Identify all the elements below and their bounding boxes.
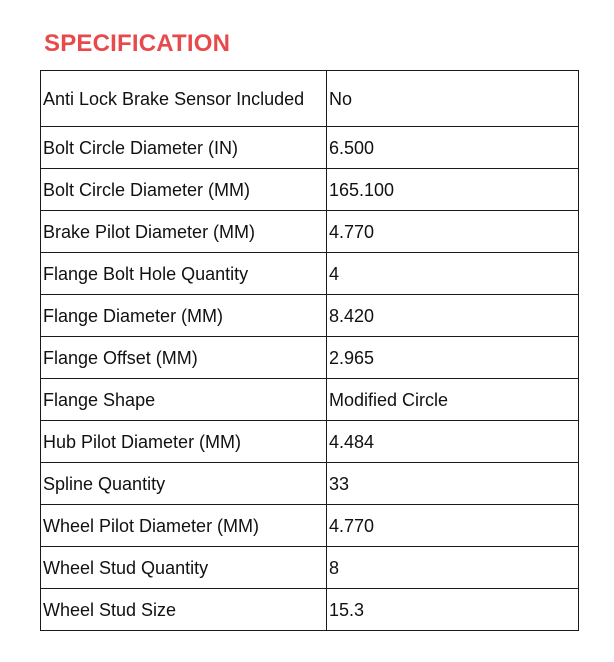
spec-value: 165.100 bbox=[327, 169, 579, 211]
table-row bbox=[41, 253, 579, 295]
specification-table bbox=[40, 70, 579, 631]
spec-label: Flange Diameter (MM) bbox=[41, 295, 327, 337]
spec-value: 8 bbox=[327, 547, 579, 589]
spec-value: 2.965 bbox=[327, 337, 579, 379]
table-row bbox=[41, 295, 579, 337]
specification-heading: SPECIFICATION bbox=[44, 30, 231, 57]
spec-label: Spline Quantity bbox=[41, 463, 327, 505]
spec-value: 4 bbox=[327, 253, 579, 295]
spec-label: Bolt Circle Diameter (MM) bbox=[41, 169, 327, 211]
spec-value: 33 bbox=[327, 463, 579, 505]
spec-value: 6.500 bbox=[327, 127, 579, 169]
spec-value: 15.3 bbox=[327, 589, 579, 631]
table-row bbox=[41, 169, 579, 211]
table-row bbox=[41, 421, 579, 463]
spec-label: Anti Lock Brake Sensor Included bbox=[41, 71, 327, 127]
spec-value: No bbox=[327, 71, 579, 127]
spec-value: Modified Circle bbox=[327, 379, 579, 421]
table-row bbox=[41, 505, 579, 547]
table-row bbox=[41, 463, 579, 505]
table-row bbox=[41, 127, 579, 169]
spec-value: 4.770 bbox=[327, 505, 579, 547]
spec-label: Flange Bolt Hole Quantity bbox=[41, 253, 327, 295]
spec-label: Flange Shape bbox=[41, 379, 327, 421]
spec-label: Wheel Pilot Diameter (MM) bbox=[41, 505, 327, 547]
spec-label: Hub Pilot Diameter (MM) bbox=[41, 421, 327, 463]
table-row bbox=[41, 337, 579, 379]
spec-label: Wheel Stud Size bbox=[41, 589, 327, 631]
spec-value: 4.770 bbox=[327, 211, 579, 253]
spec-label: Brake Pilot Diameter (MM) bbox=[41, 211, 327, 253]
spec-value: 4.484 bbox=[327, 421, 579, 463]
table-row bbox=[41, 547, 579, 589]
spec-label: Flange Offset (MM) bbox=[41, 337, 327, 379]
spec-label: Bolt Circle Diameter (IN) bbox=[41, 127, 327, 169]
spec-label: Wheel Stud Quantity bbox=[41, 547, 327, 589]
spec-value: 8.420 bbox=[327, 295, 579, 337]
table-row bbox=[41, 211, 579, 253]
table-row bbox=[41, 379, 579, 421]
table-row bbox=[41, 71, 579, 127]
table-row bbox=[41, 589, 579, 631]
